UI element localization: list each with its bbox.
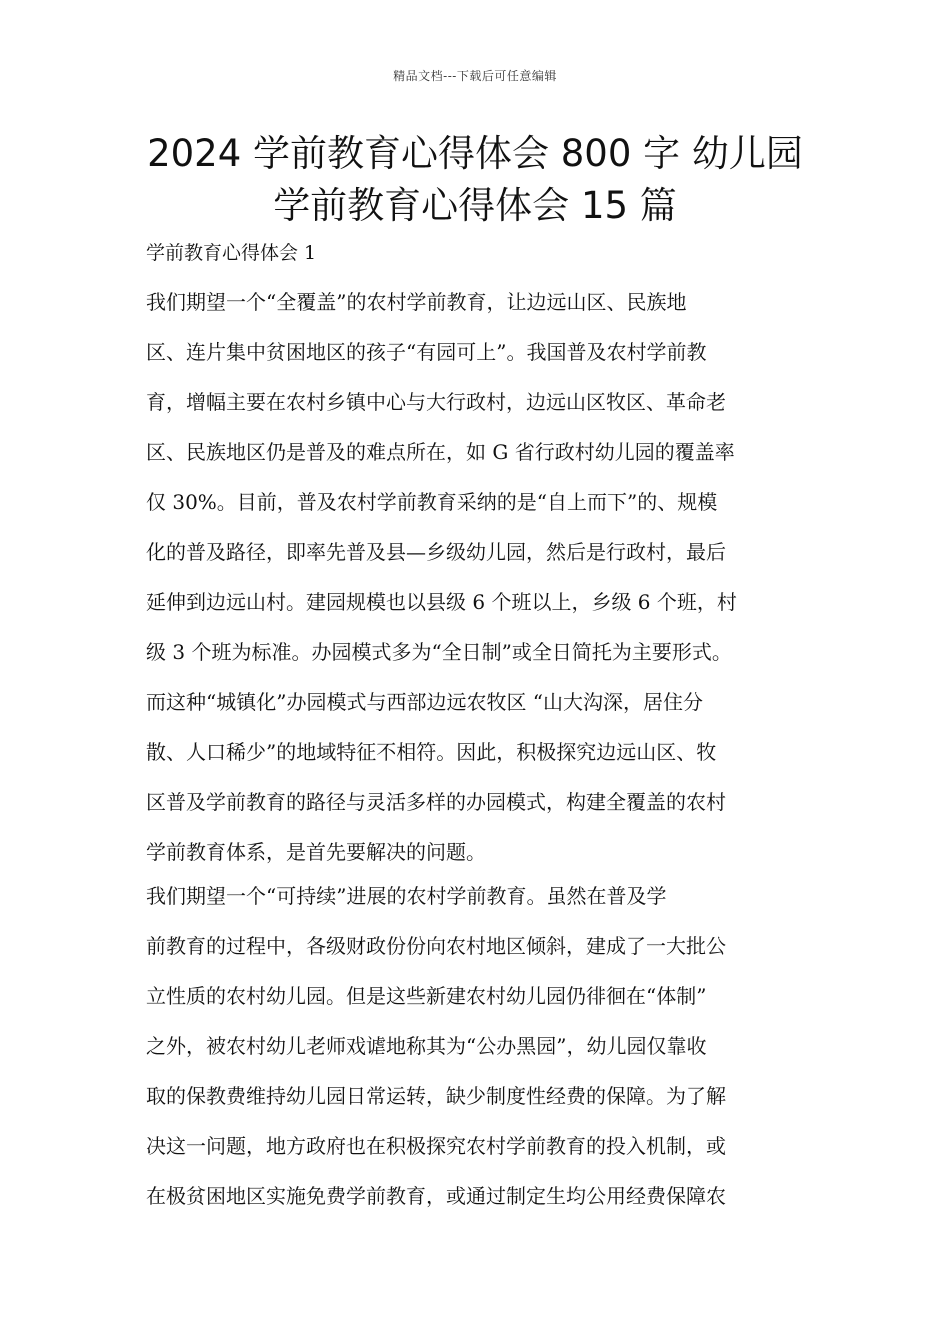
document-title: [60, 128, 890, 232]
paragraph-line: 取的保教费维持幼儿园日常运转，缺少制度性经费的保障。为了解: [146, 1084, 726, 1108]
paragraph-line: 散、人口稀少”的地域特征不相符。因此，积极探究边远山区、牧: [146, 740, 717, 764]
title-line-2: 学前教育心得体会 15 篇: [273, 184, 677, 227]
title-line-1: 2024 学前教育心得体会 800 字 幼儿园: [147, 132, 803, 175]
header-note: 精品文档---下载后可任意编辑: [393, 69, 557, 83]
paragraph-line: 级 3 个班为标准。办园模式多为“全日制”或全日简托为主要形式。: [146, 640, 732, 664]
paragraph-line: 化的普及路径，即率先普及县—乡级幼儿园，然后是行政村，最后: [146, 540, 726, 564]
paragraph-line: 而这种“城镇化”办园模式与西部边远农牧区 “山大沟深，居住分: [146, 690, 704, 714]
paragraph-line: 我们期望一个“可持续”进展的农村学前教育。虽然在普及学: [146, 884, 667, 908]
paragraph-line: 立性质的农村幼儿园。但是这些新建农村幼儿园仍徘徊在“体制”: [146, 984, 707, 1008]
paragraph-line: 在极贫困地区实施免费学前教育，或通过制定生均公用经费保障农: [146, 1184, 726, 1208]
paragraph-2: [146, 871, 826, 1221]
paragraph-line: 仅 30%。目前，普及农村学前教育采纳的是“自上而下”的、规模: [146, 490, 718, 514]
paragraph-1: [146, 277, 826, 877]
paragraph-line: 我们期望一个“全覆盖”的农村学前教育，让边远山区、民族地: [146, 290, 687, 314]
paragraph-line: 延伸到边远山村。建园规模也以县级 6 个班以上，乡级 6 个班，村: [146, 590, 737, 614]
paragraph-line: 区、连片集中贫困地区的孩子“有园可上”。我国普及农村学前教: [146, 340, 707, 364]
paragraph-line: 区普及学前教育的路径与灵活多样的办园模式，构建全覆盖的农村: [146, 790, 726, 814]
paragraph-line: 前教育的过程中，各级财政份份向农村地区倾斜，建成了一大批公: [146, 934, 726, 958]
paragraph-line: 学前教育体系，是首先要解决的问题。: [146, 840, 486, 864]
paragraph-line: 区、民族地区仍是普及的难点所在，如 G 省行政村幼儿园的覆盖率: [146, 440, 735, 464]
paragraph-line: 育，增幅主要在农村乡镇中心与大行政村，边远山区牧区、革命老: [146, 390, 726, 414]
paragraph-line: 决这一问题，地方政府也在积极探究农村学前教育的投入机制，或: [146, 1134, 726, 1158]
paragraph-line: 之外，被农村幼儿老师戏谑地称其为“公办黑园”，幼儿园仅靠收: [146, 1034, 707, 1058]
section-heading: 学前教育心得体会 1: [146, 242, 317, 264]
